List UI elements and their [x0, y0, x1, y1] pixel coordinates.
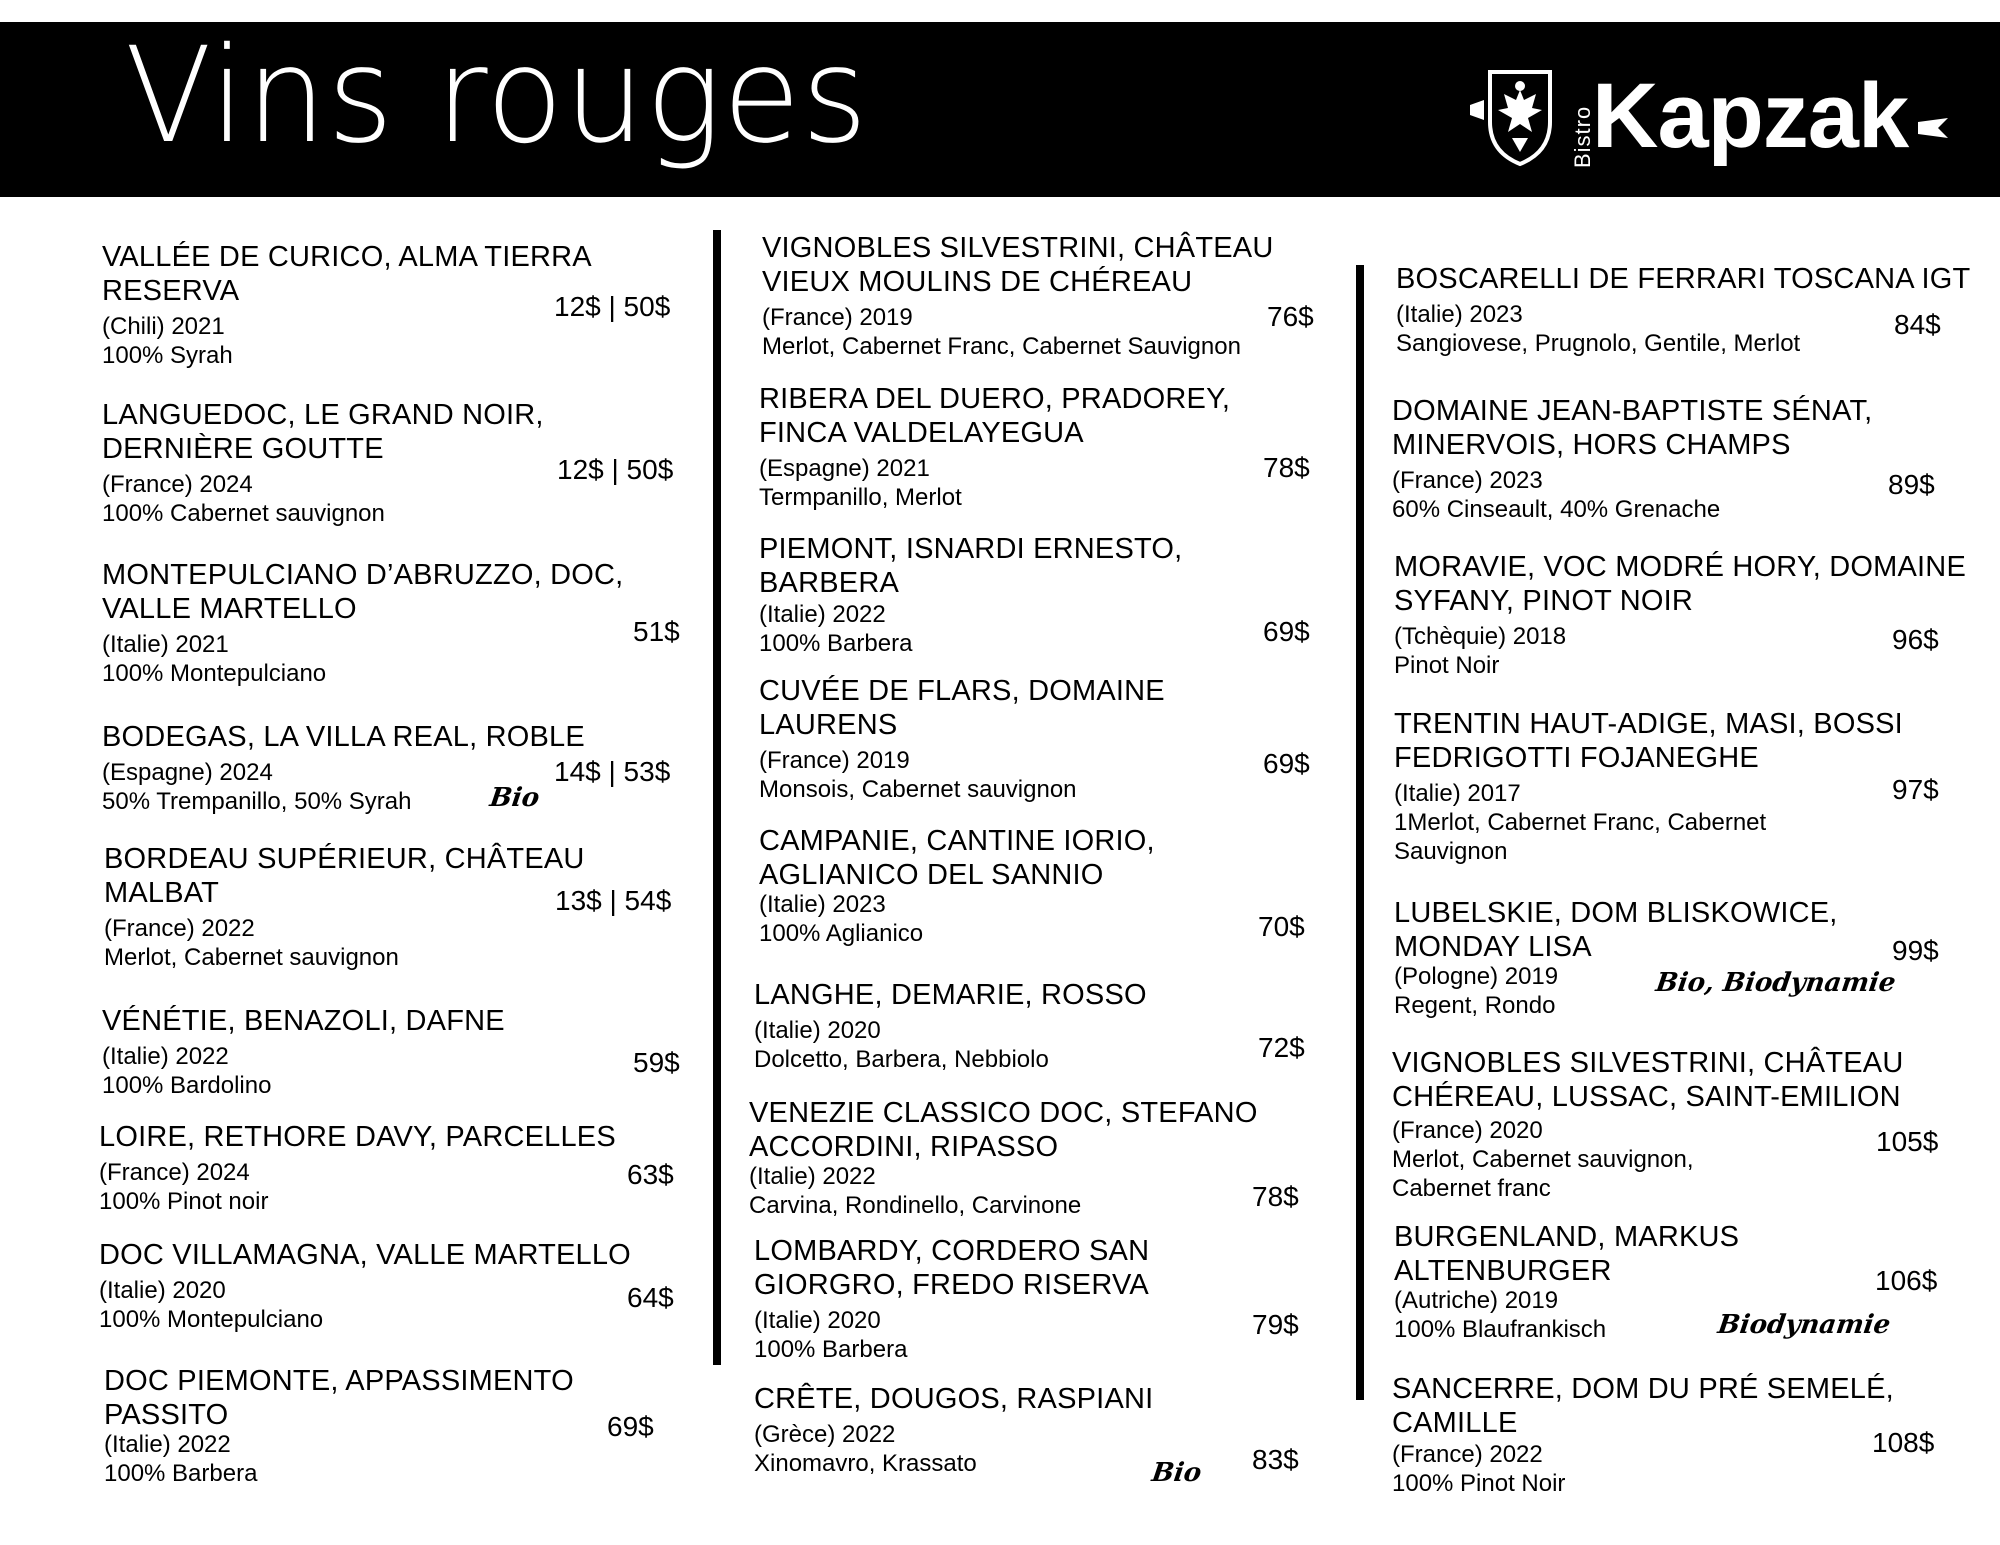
wine-item	[99, 1120, 659, 1216]
wine-item	[759, 382, 1319, 512]
bio-label: Bio	[1149, 1458, 1204, 1488]
wine-origin: (Italie) 2022	[749, 1163, 876, 1190]
column-divider-1	[713, 230, 721, 1365]
wine-origin: (Italie) 2020	[754, 1017, 881, 1044]
wine-grapes: 100% Bardolino	[102, 1072, 272, 1099]
wine-price: 59$	[633, 1047, 680, 1078]
wine-name: TRENTIN HAUT-ADIGE, MASI, BOSSI FEDRIGOTTI FOJANEGHE	[1394, 708, 1903, 774]
header-bar	[0, 19, 2000, 197]
wine-item	[1392, 1046, 1952, 1203]
wine-origin: (France) 2024	[102, 471, 253, 498]
wine-item	[759, 824, 1239, 948]
wine-name: DOC VILLAMAGNA, VALLE MARTELLO	[99, 1239, 631, 1271]
wine-price: 99$	[1892, 935, 1939, 966]
wine-item	[1394, 896, 1914, 1020]
wine-name: DOC PIEMONTE, APPASSIMENTO PASSITO	[104, 1365, 574, 1431]
wine-item	[102, 558, 662, 688]
wine-price: 105$	[1876, 1126, 1939, 1157]
wine-price: 96$	[1892, 624, 1939, 655]
wine-price: 78$	[1252, 1181, 1299, 1212]
logo-side-text: Bistro	[1570, 105, 1595, 168]
wine-item	[1392, 1372, 1952, 1498]
wine-item	[749, 1096, 1309, 1220]
wine-name: RIBERA DEL DUERO, PRADOREY, FINCA VALDELAYEGUA	[759, 383, 1231, 449]
wine-price: 97$	[1892, 774, 1939, 805]
wine-origin: (Italie) 2020	[99, 1277, 226, 1304]
wine-item	[104, 1364, 624, 1488]
wine-price: 89$	[1888, 469, 1935, 500]
wine-grapes: Monsois, Cabernet sauvignon	[759, 776, 1077, 803]
wine-name: MORAVIE, VOC MODRÉ HORY, DOMAINE SYFANY, PINOT NOIR	[1394, 551, 1966, 617]
wine-price: 72$	[1258, 1032, 1305, 1063]
wine-name: MONTEPULCIANO D’ABRUZZO, DOC, VALLE MARTELLO	[102, 559, 624, 625]
wine-origin: (Italie) 2020	[754, 1307, 881, 1334]
page-title: Vins rouges	[125, 19, 869, 173]
wine-name: DOMAINE JEAN-BAPTISTE SÉNAT, MINERVOIS, HORS CHAMPS	[1392, 395, 1873, 461]
biodynamie-label: Biodynamie	[1715, 1310, 1893, 1340]
wine-origin: (Espagne) 2021	[759, 455, 930, 482]
wine-origin: (Grèce) 2022	[754, 1421, 896, 1448]
wine-grapes: 100% Barbera	[104, 1460, 258, 1487]
wine-name: BURGENLAND, MARKUS ALTENBURGER	[1394, 1221, 1740, 1287]
wine-grapes: Merlot, Cabernet sauvignon	[104, 944, 399, 971]
wine-origin: (Italie) 2023	[1396, 301, 1523, 328]
wine-origin: (Italie) 2022	[104, 1431, 231, 1458]
wine-item	[759, 674, 1239, 804]
wine-price: 84$	[1894, 309, 1941, 340]
wine-name: LOIRE, RETHORE DAVY, PARCELLES	[99, 1121, 616, 1153]
wine-name: SANCERRE, DOM DU PRÉ SEMELÉ, CAMILLE	[1392, 1373, 1894, 1439]
wine-item	[1394, 707, 1954, 866]
wine-origin: (Italie) 2021	[102, 631, 229, 658]
wine-grapes: Dolcetto, Barbera, Nebbiolo	[754, 1046, 1049, 1073]
wine-grapes: 100% Montepulciano	[99, 1306, 324, 1333]
wine-price: 69$	[1263, 616, 1310, 647]
wine-grapes: Carvina, Rondinello, Carvinone	[749, 1192, 1082, 1219]
wine-name: BOSCARELLI DE FERRARI TOSCANA IGT	[1396, 263, 1971, 295]
wine-origin: (France) 2024	[99, 1159, 250, 1186]
wine-price: 106$	[1875, 1265, 1938, 1296]
wine-name: VIGNOBLES SILVESTRINI, CHÂTEAU CHÉREAU, LUSSAC, SAINT-EMILION	[1392, 1047, 1904, 1113]
wine-price: 14$ | 53$	[554, 756, 671, 787]
wine-price: 64$	[627, 1282, 674, 1313]
wine-item	[754, 1234, 1234, 1364]
wine-origin: (Italie) 2022	[759, 601, 886, 628]
wine-name: CAMPANIE, CANTINE IORIO, AGLIANICO DEL SANNIO	[759, 825, 1155, 891]
wine-price: 83$	[1252, 1444, 1299, 1475]
wine-price: 108$	[1872, 1427, 1935, 1458]
wine-origin: (Espagne) 2024	[102, 759, 273, 786]
wine-origin: (France) 2020	[1392, 1117, 1543, 1144]
wine-price: 51$	[633, 616, 680, 647]
wine-item	[102, 1004, 642, 1100]
wine-grapes: Regent, Rondo	[1394, 992, 1556, 1019]
wine-price: 76$	[1267, 301, 1314, 332]
wine-grapes: 100% Barbera	[759, 630, 913, 657]
logo-arrow-icon	[1918, 118, 1948, 148]
wine-item	[762, 231, 1322, 361]
wine-item	[754, 978, 1234, 1074]
wine-grapes: 100% Aglianico	[759, 920, 924, 947]
wine-name: BODEGAS, LA VILLA REAL, ROBLE	[102, 721, 585, 753]
bio-biodynamie-label: Bio, Biodynamie	[1653, 968, 1898, 998]
wine-grapes: 100% Pinot Noir	[1392, 1470, 1566, 1497]
wine-grapes: 100% Syrah	[102, 342, 233, 369]
logo-brand: Kapzak	[1592, 65, 1909, 167]
wine-origin: (Italie) 2022	[102, 1043, 229, 1070]
wine-grapes: Merlot, Cabernet Franc, Cabernet Sauvignon	[762, 333, 1241, 360]
wine-origin: (France) 2022	[104, 915, 255, 942]
wine-price: 12$ | 50$	[557, 454, 674, 485]
wine-name: VENEZIE CLASSICO DOC, STEFANO ACCORDINI, RIPASSO	[749, 1097, 1258, 1163]
wine-origin: (Pologne) 2019	[1394, 963, 1559, 990]
wine-origin: (Chili) 2021	[102, 313, 225, 340]
wine-name: CUVÉE DE FLARS, DOMAINE LAURENS	[759, 675, 1165, 741]
wine-grapes: Xinomavro, Krassato	[754, 1450, 977, 1477]
wine-item	[99, 1238, 659, 1334]
wine-price: 12$ | 50$	[554, 291, 671, 322]
wine-price: 78$	[1263, 452, 1310, 483]
wine-origin: (France) 2019	[759, 747, 910, 774]
wine-origin: (Autriche) 2019	[1394, 1287, 1559, 1314]
column-divider-2	[1356, 265, 1364, 1400]
wine-price: 79$	[1252, 1309, 1299, 1340]
bio-label: Bio	[487, 783, 542, 813]
wine-origin: (France) 2019	[762, 304, 913, 331]
wine-price: 69$	[1263, 748, 1310, 779]
wine-item	[1394, 550, 1994, 680]
wine-grapes: 50% Trempanillo, 50% Syrah	[102, 788, 412, 815]
wine-item	[1392, 394, 1952, 524]
wine-origin: (Italie) 2023	[759, 891, 886, 918]
wine-origin: (Tchèquie) 2018	[1394, 623, 1567, 650]
wine-price: 69$	[607, 1411, 654, 1442]
wine-name: LUBELSKIE, DOM BLISKOWICE, MONDAY LISA	[1394, 897, 1838, 963]
wine-name: LOMBARDY, CORDERO SAN GIORGRO, FREDO RISERVA	[754, 1235, 1150, 1301]
wine-origin: (France) 2022	[1392, 1441, 1543, 1468]
wine-price: 63$	[627, 1159, 674, 1190]
wine-grapes: 100% Cabernet sauvignon	[102, 500, 385, 527]
eagle-crest-icon	[1470, 60, 1570, 170]
wine-name: CRÊTE, DOUGOS, RASPIANI	[754, 1383, 1154, 1415]
wine-grapes: 1Merlot, Cabernet Franc, Cabernet Sauvignon	[1394, 809, 1767, 865]
wine-name: LANGUEDOC, LE GRAND NOIR, DERNIÈRE GOUTTE	[102, 399, 544, 465]
wine-grapes: Pinot Noir	[1394, 652, 1500, 679]
wine-item	[759, 532, 1239, 658]
wine-price: 70$	[1258, 911, 1305, 942]
wine-origin: (Italie) 2017	[1394, 780, 1521, 807]
wine-grapes: Sangiovese, Prugnolo, Gentile, Merlot	[1396, 330, 1801, 357]
wine-origin: (France) 2023	[1392, 467, 1543, 494]
bistro-logo	[1470, 60, 1940, 170]
wine-name: PIEMONT, ISNARDI ERNESTO, BARBERA	[759, 533, 1183, 599]
wine-name: VALLÉE DE CURICO, ALMA TIERRA RESERVA	[102, 241, 591, 307]
wine-grapes: 100% Montepulciano	[102, 660, 327, 687]
wine-name: VÉNÉTIE, BENAZOLI, DAFNE	[102, 1005, 505, 1037]
wine-price: 13$ | 54$	[555, 885, 672, 916]
wine-grapes: Merlot, Cabernet sauvignon, Cabernet franc	[1392, 1146, 1694, 1202]
wine-name: VIGNOBLES SILVESTRINI, CHÂTEAU VIEUX MOULINS DE CHÉREAU	[762, 232, 1274, 298]
wine-name: LANGHE, DEMARIE, ROSSO	[754, 979, 1147, 1011]
wine-grapes: 100% Barbera	[754, 1336, 908, 1363]
wine-grapes: Termpanillo, Merlot	[759, 484, 962, 511]
wine-grapes: 100% Blaufrankisch	[1394, 1316, 1607, 1343]
wine-name: BORDEAU SUPÉRIEUR, CHÂTEAU MALBAT	[104, 843, 585, 909]
wine-grapes: 60% Cinseault, 40% Grenache	[1392, 496, 1721, 523]
wine-grapes: 100% Pinot noir	[99, 1188, 269, 1215]
